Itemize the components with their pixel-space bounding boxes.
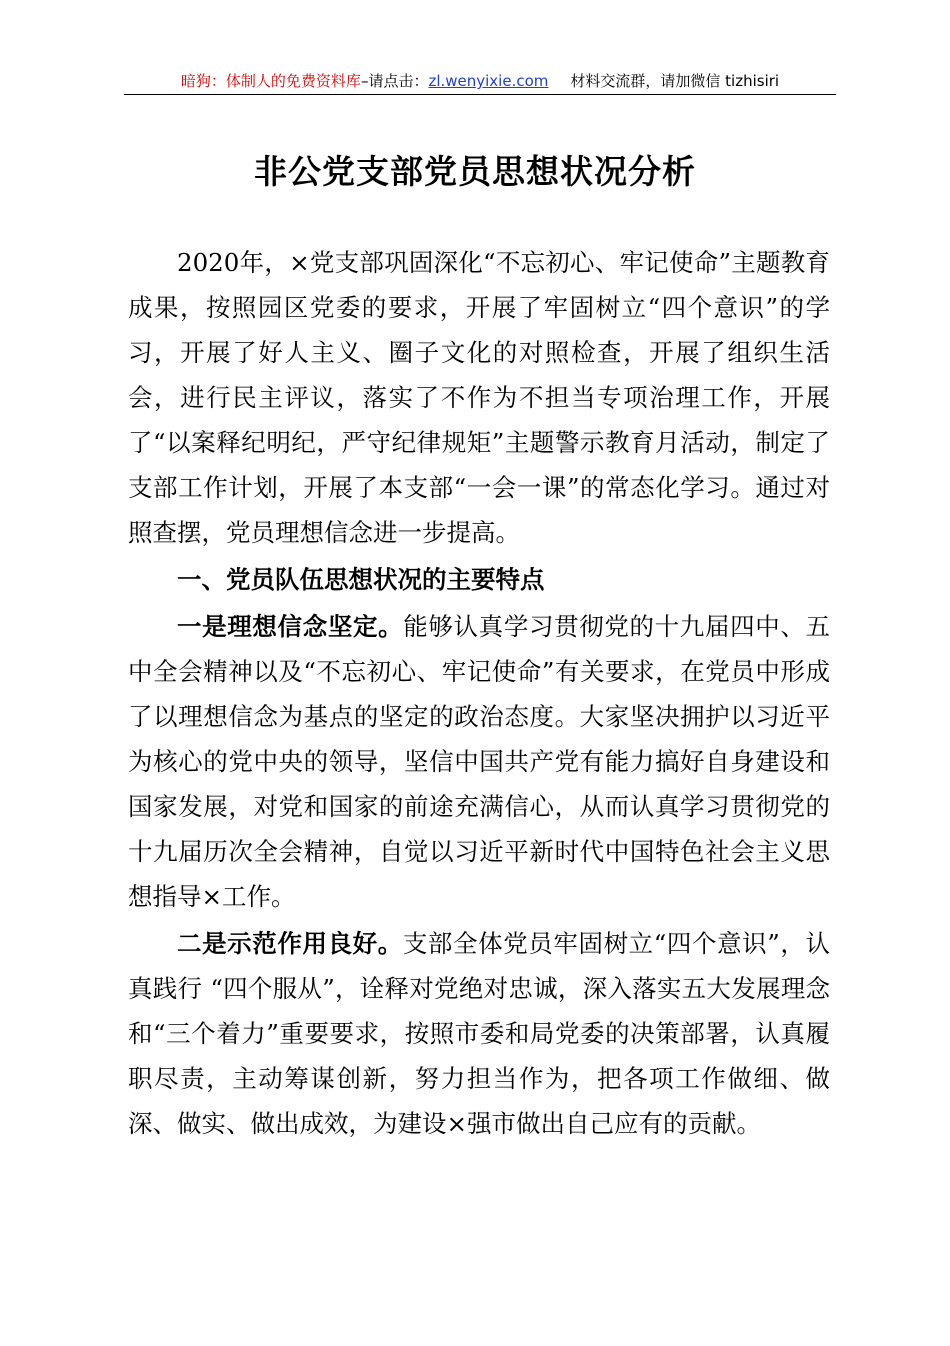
intro-paragraph: 2020年，×党支部巩固深化“不忘初心、牢记使命”主题教育成果，按照园区党委的要求，开展了牢固树立“四个意识”的学习，开展了好人主义、圈子文化的对照检查，开展了组织生活会，进行民主评议，落实了不作为不担当专项治理工作，开展了“以案释纪明纪，严守纪律规矩”主题警示教育月活动，制定了支部工作计划，开展了本支部“一会一课”的常态化学习。通过对照查摆，党员理想信念进一步提高。 xyxy=(128,248,830,547)
point-two-text: 支部全体党员牢固树立“四个意识”，认真践行 “四个服从”，诠释对党绝对忠诚，深入落实五大发展理念和“三个着力”重要要求，按照市委和局党委的决策部署，认真履职尽责，主动筹谋创新，努力担当作为，把各项工作做细、做深、做实、做出成效，为建设×强市做出自己应有的贡献。 xyxy=(128,929,830,1138)
document-title: 非公党支部党员思想状况分析 xyxy=(254,152,696,191)
point-one-lead: 一是理想信念坚定。 xyxy=(177,612,404,641)
document-body xyxy=(128,240,830,1146)
point-one-paragraph xyxy=(128,604,830,919)
page-header xyxy=(124,68,836,95)
point-one-text: 能够认真学习贯彻党的十九届四中、五中全会精神以及“不忘初心、牢记使命”有关要求，在党员中形成了以理想信念为基点的坚定的政治态度。大家坚决拥护以习近平为核心的党中央的领导，坚信中国共产党有能力搞好自身建设和国家发展，对党和国家的前途充满信心，从而认真学习贯彻党的十九届历次全会精神，自觉以习近平新时代中国特色社会主义思想指导×工作。 xyxy=(128,612,831,911)
header-brand: 暗狗：体制人的免费资料库 xyxy=(180,72,361,90)
point-two-paragraph xyxy=(128,921,830,1146)
header-click-prompt: –请点击： xyxy=(360,72,429,90)
point-two-lead: 二是示范作用良好。 xyxy=(177,929,403,958)
section-heading: 一、党员队伍思想状况的主要特点 xyxy=(177,565,545,594)
header-wechat-note: 材料交流群，请加微信 tizhisiri xyxy=(570,72,780,90)
header-url-link[interactable]: zl.wenyixie.com xyxy=(428,72,549,90)
